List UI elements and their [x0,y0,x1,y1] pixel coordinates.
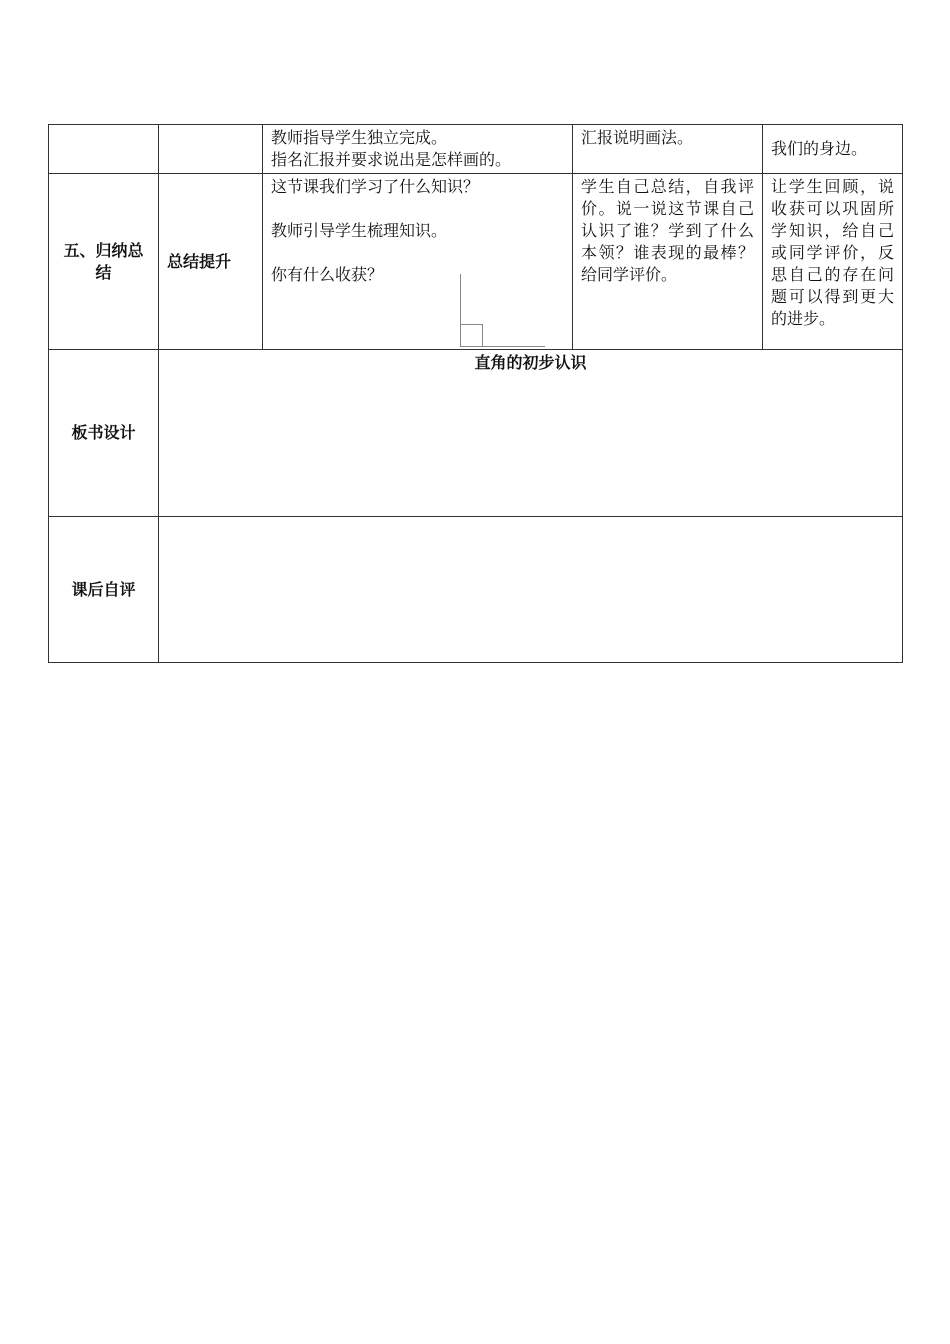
board-title: 直角的初步认识 [474,353,587,372]
student-activity-text: 学生自己总结，自我评价。说一说这节课自己认识了谁？学到了什么本领？谁表现的最棒？给同学评价。 [581,177,754,284]
table-row [49,517,903,663]
board-label-cell [49,350,159,517]
stage-label: 五、归纳总结 [63,240,144,282]
design-intent-cell [763,125,903,174]
board-label: 板书设计 [71,423,136,442]
step-cell [159,174,263,350]
teacher-line: 你有什么收获？ [271,265,384,284]
table-row [49,350,903,517]
teacher-line: 指名汇报并要求说出是怎样画的。 [271,150,512,169]
student-activity-cell [573,125,763,174]
design-intent-text: 我们的身边。 [771,139,868,158]
reflection-content-cell [159,517,903,663]
student-activity-cell [573,174,763,350]
right-angle-mark [461,325,483,347]
design-intent-text: 让学生回顾，说收获可以巩固所学知识，给自己或同学评价，反思自己的存在问题可以得到更大的进步。 [771,177,894,328]
design-intent-cell [763,174,903,350]
table-row [49,125,903,174]
teacher-activity-cell [263,125,573,174]
teacher-line: 这节课我们学习了什么知识？ [271,177,480,196]
reflection-label: 课后自评 [71,579,136,599]
stage-cell [49,174,159,350]
lesson-plan-table [48,124,903,663]
step-label: 总结提升 [167,251,232,271]
teacher-line: 教师引导学生梳理知识。 [271,221,448,240]
board-content-cell [159,350,903,517]
right-angle-figure [412,274,552,354]
student-activity-text: 汇报说明画法。 [581,128,694,147]
teacher-line: 教师指导学生独立完成。 [271,128,448,147]
step-cell [159,125,263,174]
reflection-label-cell [49,517,159,663]
stage-cell [49,125,159,174]
